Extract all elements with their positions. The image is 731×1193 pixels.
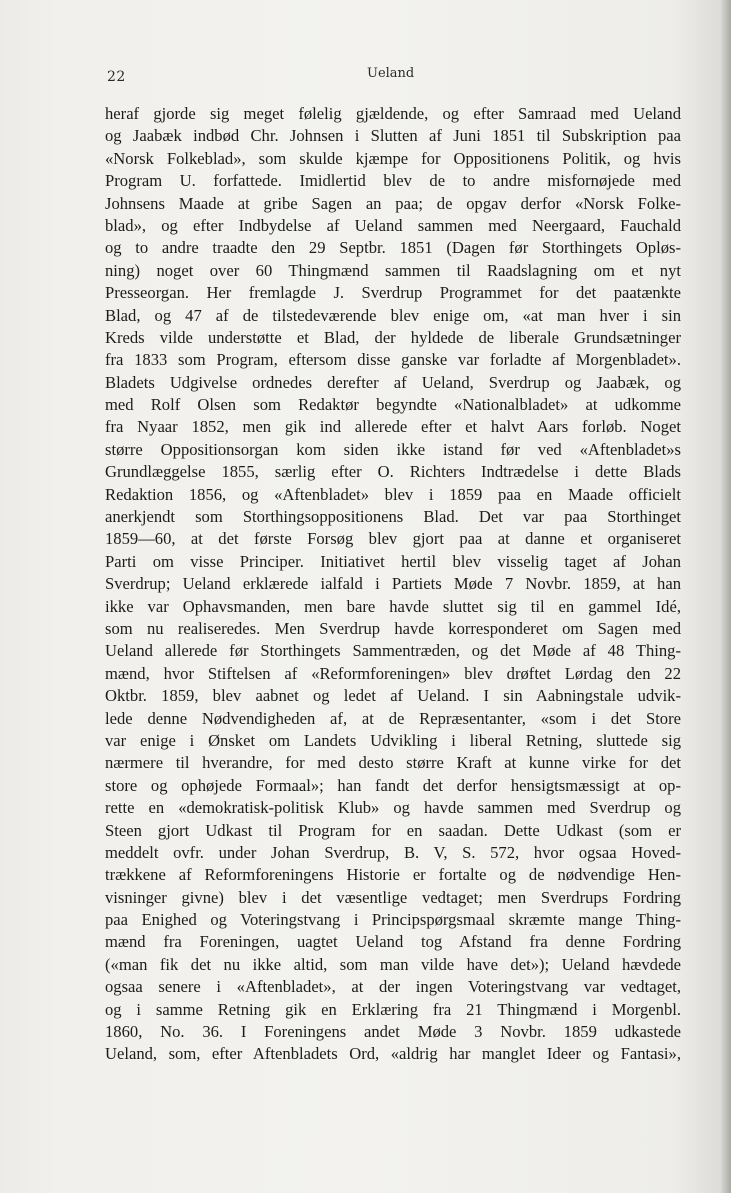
text-line: visninger givne) blev i det væsentlige vedtaget; men Sverdrups Fordring (105, 887, 681, 907)
text-line: 1859—60, at det første Forsøg blev gjort paa at danne et organiseret (105, 529, 681, 549)
text-line: Oktbr. 1859, blev aabnet og ledet af Ueland. I sin Aabningstale udvik- (105, 686, 681, 706)
text-line: som nu realiseredes. Men Sverdrup havde korresponderet om Sagen med (105, 618, 681, 638)
text-line: fra Nyaar 1852, men gik ind allerede efter et halvt Aars forløb. Noget (105, 417, 681, 437)
text-line: mænd, hvor Stiftelsen af «Reformforeningen» blev drøftet Lørdag den 22 (105, 663, 681, 683)
text-line: blad», og efter Indbydelse af Ueland sammen med Neergaard, Fauchald (105, 215, 681, 235)
text-line: var enige i Ønsket om Landets Udvikling i liberal Retning, sluttede sig (105, 730, 681, 750)
text-line: nærmere til hverandre, for med desto større Kraft at kunne virke for det (105, 753, 681, 773)
text-line: meddelt ovfr. under Johan Sverdrup, B. V, S. 572, hvor ogsaa Hoved- (105, 842, 681, 862)
text-line: Blad, og 47 af de tilstedeværende blev enige om, «at man hver i sin (105, 305, 681, 325)
text-line: paa Enighed og Voteringstvang i Principspørgsmaal skræmte mange Thing- (105, 910, 681, 930)
text-line: («man fik det nu ikke altid, som man vilde have det»); Ueland hævdede (105, 954, 681, 974)
text-line: større Oppositionsorgan kom siden ikke istand før ved «Aftenbladet»s (105, 439, 681, 459)
text-line: ogsaa senere i «Aftenbladet», at der ingen Voteringstvang var vedtaget, (105, 977, 681, 997)
text-line: «Norsk Folkeblad», som skulde kjæmpe for Oppositionens Politik, og hvis (105, 148, 681, 168)
text-line: Redaktion 1856, og «Aftenbladet» blev i 1859 paa en Maade officielt (105, 484, 681, 504)
text-line: anerkjendt som Storthingsoppositionens Blad. Det var paa Storthinget (105, 507, 681, 527)
text-line: heraf gjorde sig meget følelig gjældende, og efter Samraad med Ueland (105, 104, 681, 123)
text-line: med Rolf Olsen som Redaktør begyndte «Nationalbladet» at udkomme (105, 395, 681, 415)
text-line: Bladets Udgivelse ordnedes derefter af Ueland, Sverdrup og Jaabæk, og (105, 372, 681, 392)
text-line: ikke var Ophavsmanden, men bare havde sluttet sig til en gammel Idé, (105, 596, 681, 616)
text-line: Program U. forfattede. Imidlertid blev de to andre misfornøjede med (105, 171, 681, 191)
page-header (105, 66, 681, 86)
running-head: Ueland (367, 66, 415, 81)
page-number: 22 (107, 69, 126, 85)
text-line: og i samme Retning gik en Erklæring fra 21 Thingmænd i Morgenbl. (105, 999, 681, 1019)
text-line: Parti om visse Principer. Initiativet hertil blev visselig taget af Johan (105, 551, 681, 571)
text-line: Steen gjort Udkast til Program for en saadan. Dette Udkast (som er (105, 820, 681, 840)
text-line: trækkene af Reformforeningens Historie er fortalte og de nødvendige Hen- (105, 865, 681, 885)
page-edge-shadow (721, 0, 731, 1193)
text-line: og to andre traadte den 29 Septbr. 1851 (Dagen før Storthingets Opløs- (105, 238, 681, 258)
text-line: rette en «demokratisk-politisk Klub» og havde sammen med Sverdrup og (105, 798, 681, 818)
text-line: fra 1833 som Program, eftersom disse ganske var forladte af Morgenbladet». (105, 350, 681, 370)
text-line: Presseorgan. Her fremlagde J. Sverdrup Programmet for det paatænkte (105, 283, 681, 303)
text-line: ning) noget over 60 Thingmænd sammen til Raadslagning om et nyt (105, 260, 681, 280)
text-line: lede denne Nødvendigheden af, at de Repræsentanter, «som i det Store (105, 708, 681, 728)
text-line: Johnsens Maade at gribe Sagen an paa; de opgav derfor «Norsk Folke- (105, 193, 681, 213)
text-line: Ueland allerede før Storthingets Sammentræden, og det Møde af 48 Thing- (105, 641, 681, 661)
body-text (105, 103, 681, 1066)
text-line: 1860, No. 36. I Foreningens andet Møde 3 Novbr. 1859 udkastede (105, 1022, 681, 1042)
text-line: store og ophøjede Formaal»; han fandt det derfor hensigtsmæssigt at op- (105, 775, 681, 795)
text-line: Kreds vilde understøtte et Blad, der hyldede de liberale Grundsætninger (105, 327, 681, 347)
text-line: og Jaabæk indbød Chr. Johnsen i Slutten af Juni 1851 til Subskription paa (105, 126, 681, 146)
text-line: Sverdrup; Ueland erklærede ialfald i Partiets Møde 7 Novbr. 1859, at han (105, 574, 681, 594)
text-line: Grundlæggelse 1855, særlig efter O. Richters Indtrædelse i dette Blads (105, 462, 681, 482)
text-line: mænd fra Foreningen, uagtet Ueland tog Afstand fra denne Fordring (105, 932, 681, 952)
text-line: Ueland, som, efter Aftenbladets Ord, «aldrig har manglet Ideer og Fantasi», (105, 1044, 681, 1064)
